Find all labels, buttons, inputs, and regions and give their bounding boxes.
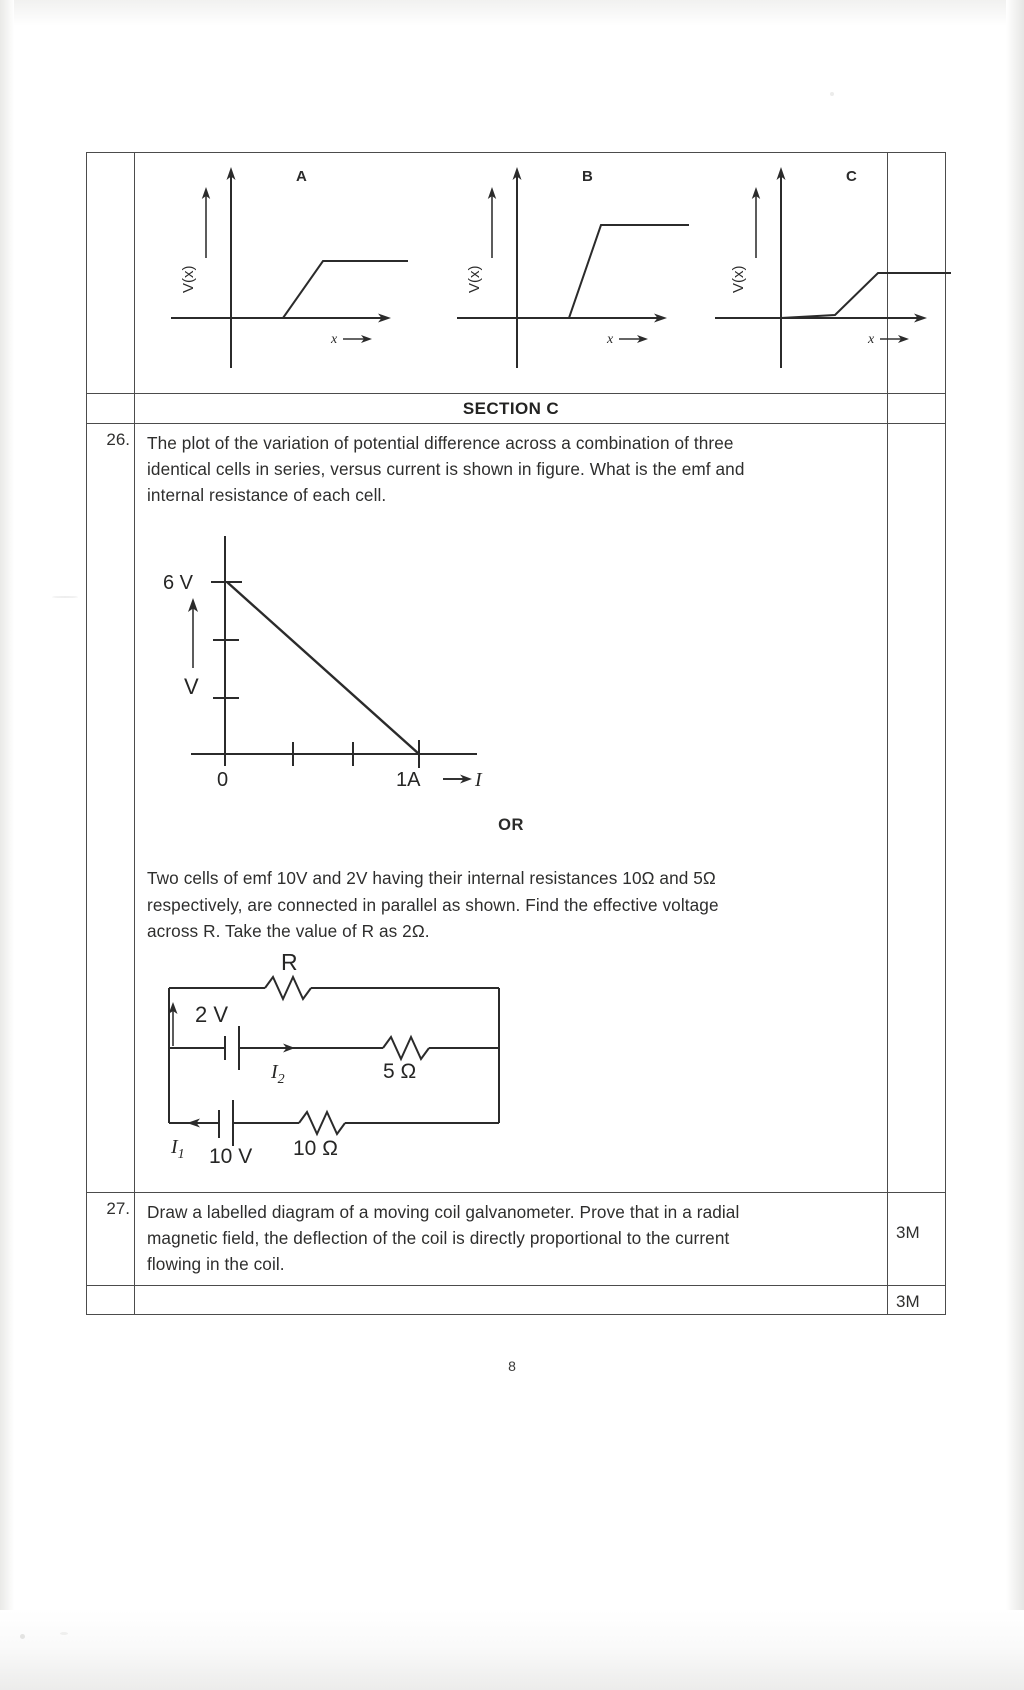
vx-graph-c bbox=[713, 163, 963, 378]
question-26-text bbox=[147, 430, 875, 508]
parallel-cells-circuit bbox=[147, 950, 875, 1182]
question-table bbox=[86, 152, 946, 1315]
table-row-graphs bbox=[87, 153, 945, 394]
page-number: 8 bbox=[508, 1358, 516, 1374]
vx-graph-a-yaxis-label: V(x) bbox=[180, 265, 197, 293]
question-27-line-2: magnetic field, the deflection of the coil is directly proportional to the current bbox=[147, 1227, 730, 1248]
question-26-number: 26. bbox=[87, 424, 135, 1192]
vi-chart-origin-label: 0 bbox=[217, 769, 229, 792]
table-row-section-c bbox=[87, 394, 945, 424]
vx-graph-b bbox=[449, 163, 699, 378]
circuit-label-5ohm: 5 Ω bbox=[383, 1059, 417, 1083]
row-number-cell bbox=[87, 394, 135, 423]
question-27-cell bbox=[135, 1193, 887, 1285]
vi-chart bbox=[147, 522, 875, 790]
row-number-cell bbox=[87, 1286, 135, 1314]
question-27-text bbox=[147, 1199, 875, 1277]
alt-question-text bbox=[147, 865, 875, 943]
vx-graph-a-xaxis-label: x bbox=[331, 332, 338, 347]
vx-graph-c-xaxis-label: x bbox=[868, 332, 875, 347]
vi-chart-xlabel-1a: 1A bbox=[396, 769, 421, 792]
vx-graph-b-xaxis-label: x bbox=[607, 332, 614, 347]
question-26-line-2: identical cells in series, versus current is shown in figure. What is the emf and bbox=[147, 459, 745, 480]
alt-question-line-3: across R. Take the value of R as 2Ω. bbox=[147, 920, 430, 941]
question-26-marks bbox=[887, 424, 945, 1192]
vx-graph-b-label: B bbox=[582, 168, 593, 185]
section-heading: SECTION C bbox=[462, 399, 560, 418]
vx-graph-b-yaxis-label: V(x) bbox=[466, 265, 483, 293]
vi-chart-ylabel-6v: 6 V bbox=[163, 572, 194, 595]
vx-graph-c-yaxis-label: V(x) bbox=[730, 265, 747, 293]
scan-speck bbox=[20, 1634, 25, 1639]
question-26-cell bbox=[135, 424, 887, 1192]
question-27-number: 27. bbox=[87, 1193, 135, 1285]
question-26-line-3: internal resistance of each cell. bbox=[147, 485, 387, 506]
alt-question-line-1: Two cells of emf 10V and 2V having their internal resistances 10Ω and 5Ω bbox=[147, 868, 716, 889]
question-27-marks: 3M bbox=[887, 1193, 945, 1285]
table-row-trailing bbox=[87, 1286, 945, 1314]
row-number-cell bbox=[87, 153, 135, 393]
vi-chart-svg bbox=[147, 522, 567, 790]
vx-graph-a bbox=[163, 163, 413, 378]
marks-cell bbox=[887, 394, 945, 423]
scan-right-edge bbox=[1006, 0, 1024, 1690]
question-27-line-3: flowing in the coil. bbox=[147, 1254, 285, 1275]
circuit-label-10ohm: 10 Ω bbox=[293, 1136, 338, 1160]
vi-chart-xlabel-i: I bbox=[475, 769, 482, 792]
section-heading-cell bbox=[135, 394, 887, 423]
scan-top-band bbox=[0, 0, 1024, 26]
circuit-label-10v: 10 V bbox=[209, 1144, 253, 1168]
circuit-label-2v: 2 V bbox=[195, 1001, 229, 1027]
question-27-line-1: Draw a labelled diagram of a moving coil galvanometer. Prove that in a radial bbox=[147, 1201, 740, 1222]
alt-question-line-2: respectively, are connected in parallel as shown. Find the effective voltage bbox=[147, 894, 719, 915]
scan-speck bbox=[830, 92, 834, 96]
vx-graphs-cell bbox=[135, 153, 887, 393]
circuit-svg bbox=[147, 950, 567, 1178]
scan-bottom-edge bbox=[0, 1610, 1024, 1690]
circuit-label-r: R bbox=[281, 948, 298, 975]
vx-graph-a-label: A bbox=[296, 168, 307, 185]
scan-left-edge bbox=[0, 0, 14, 1690]
vx-graph-group bbox=[147, 157, 877, 389]
circuit-label-i2: $I_2$ bbox=[271, 1060, 285, 1087]
circuit-label-i1: $I_1$ bbox=[171, 1135, 185, 1162]
question-26-line-1: The plot of the variation of potential difference across a combination of three bbox=[147, 433, 734, 453]
vi-chart-ylabel-v: V bbox=[184, 674, 199, 700]
table-row-question-27 bbox=[87, 1193, 945, 1286]
scan-speck bbox=[52, 596, 78, 598]
trailing-marks: 3M bbox=[887, 1286, 945, 1314]
table-row-question-26 bbox=[87, 424, 945, 1193]
scan-speck bbox=[60, 1632, 68, 1635]
or-separator: OR bbox=[498, 816, 524, 835]
trailing-empty-cell bbox=[135, 1286, 887, 1314]
vx-graph-c-label: C bbox=[846, 168, 857, 185]
